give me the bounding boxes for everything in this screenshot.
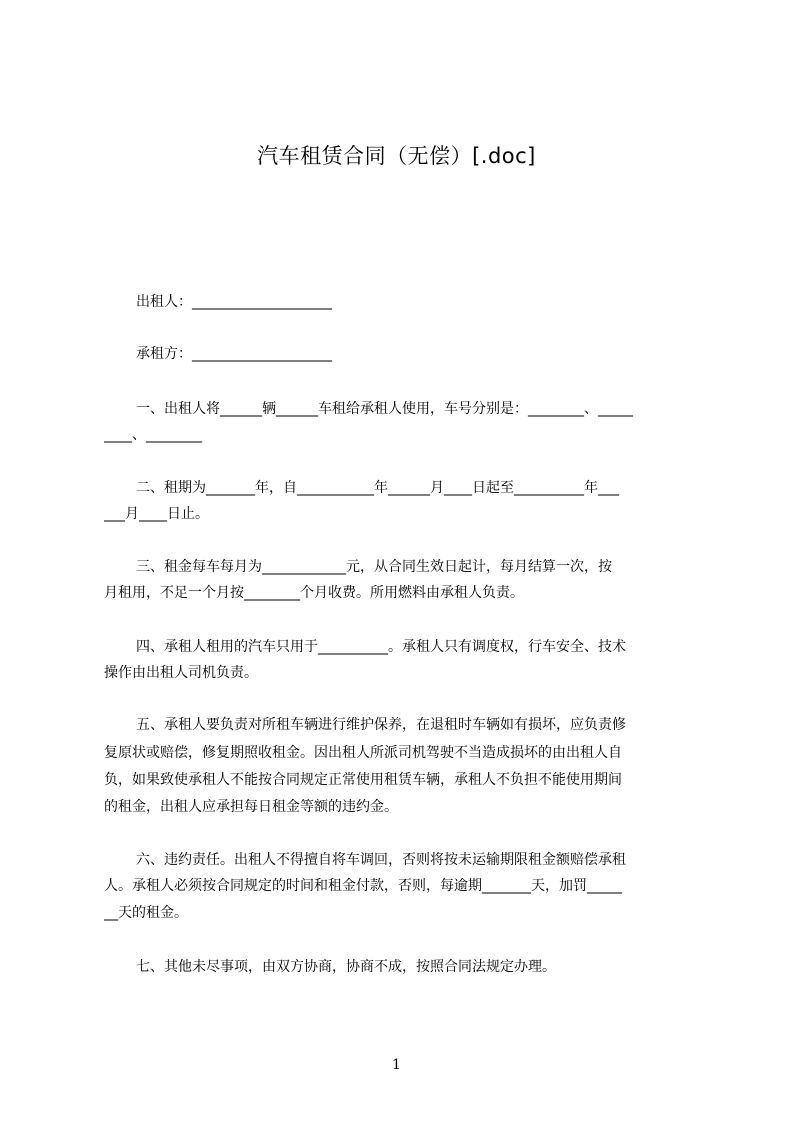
clause-2-line-2: ___月____日止。 xyxy=(104,506,209,522)
clause-6-line-3: __天的租金。 xyxy=(104,905,188,921)
clause-5-line-2: 复原状或赔偿，修复期照收租金。因出租人所派司机驾驶不当造成损坏的由出租人自 xyxy=(104,745,622,761)
clause-6-line-2: 人。承租人必须按合同规定的时间和租金付款，否则，每逾期_______天，加罚_____ xyxy=(104,878,622,894)
clause-5-line-3: 负，如果致使承租人不能按合同规定正常使用租赁车辆，承租人不负担不能使用期间 xyxy=(104,772,622,788)
clause-4-line-2: 操作由出租人司机负责。 xyxy=(104,665,258,681)
page-number: 1 xyxy=(392,1057,401,1073)
document-title: 汽车租赁合同（无偿）[.doc] xyxy=(257,144,536,168)
clause-6-line-1: 六、违约责任。出租人不得擅自将车调回，否则将按未运输期限租金额赔偿承租 xyxy=(136,852,626,868)
lessee-line: 承租方：____________________ xyxy=(136,346,332,362)
clause-3-line-1: 三、租金每车每月为____________元，从合同生效日起计，每月结算一次，按 xyxy=(136,559,612,575)
clause-2-line-1: 二、租期为_______年，自___________年______月____日起至__________年___ xyxy=(136,480,619,496)
clause-5-line-1: 五、承租人要负责对所租车辆进行维护保养，在退租时车辆如有损坏，应负责修 xyxy=(136,717,626,733)
clause-4-line-1: 四、承租人租用的汽车只用于__________。承租人只有调度权，行车安全、技术 xyxy=(136,639,626,655)
clause-7-line-1: 七、其他未尽事项，由双方协商，协商不成，按照合同法规定办理。 xyxy=(136,959,556,975)
lessor-line: 出租人：____________________ xyxy=(136,294,332,310)
clause-3-line-2: 月租用，不足一个月按________个月收费。所用燃料由承租人负责。 xyxy=(104,585,524,601)
clause-1-line-1: 一、出租人将______辆______车租给承租人使用，车号分别是：________、_____ xyxy=(136,401,633,417)
clause-1-line-2: ____、________ xyxy=(104,427,202,443)
clause-5-line-4: 的租金，出租人应承担每日租金等额的违约金。 xyxy=(104,799,398,815)
